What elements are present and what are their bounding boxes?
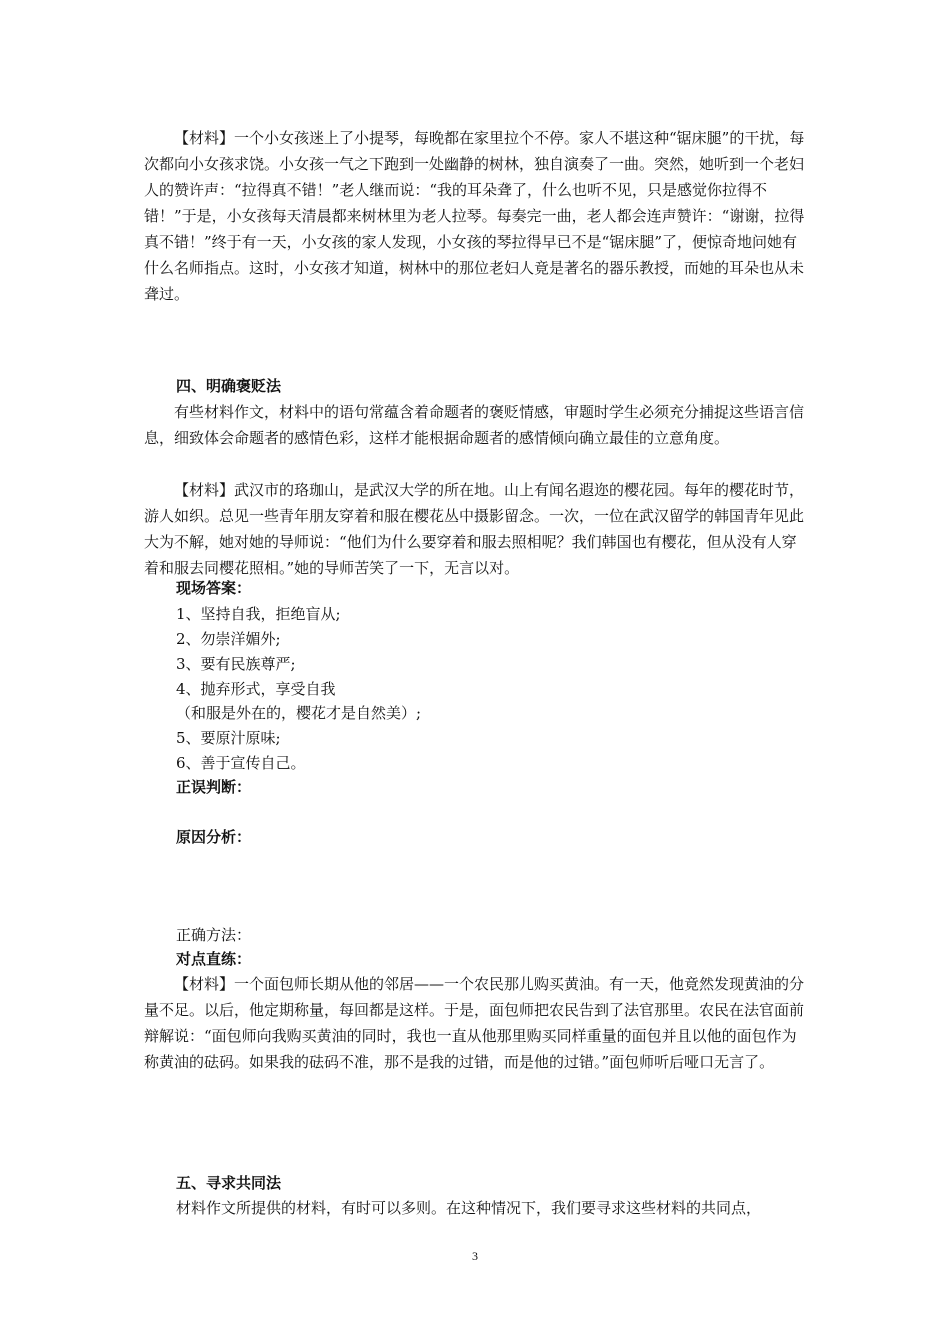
answer-item: 4、抛弃形式，享受自我 xyxy=(176,680,336,698)
reason-label: 原因分析： xyxy=(176,828,252,846)
section4-intro: 有些材料作文，材料中的语句常蕴含着命题者的褒贬情感，审题时学生必须充分捕捉这些语言信息，细致体会命题者的感情色彩，这样才能根据命题者的感情倾向确立最佳的立意角度。 xyxy=(144,403,805,447)
section-heading-4: 四、明确褒贬法 xyxy=(176,377,282,395)
answer-item: 3、要有民族尊严; xyxy=(176,655,296,673)
section-heading-5: 五、寻求共同法 xyxy=(176,1174,282,1192)
answer-item: 1、坚持自我，拒绝盲从; xyxy=(176,605,341,623)
answers-label: 现场答案： xyxy=(176,579,252,597)
material-paragraph-baker: 【材料】一个面包师长期从他的邻居——一个农民那儿购买黄油。有一天，他竟然发现黄油的分量不足。以后，他定期称量，每回都是这样。于是，面包师把农民告到了法官那里。农民在法官面前辩解说：“面包师向我购买黄油的同时，我也一直从他那里购买同样重量的面包并且以他的面包作为称黄油的砝码。如果我的砝码不准，那不是我的过错，而是他的过错。”面包师听后哑口无言了。 xyxy=(144,975,805,1071)
practice-label: 对点直练： xyxy=(176,950,252,968)
answer-item: 5、要原汁原味; xyxy=(176,729,281,747)
method-label: 正确方法： xyxy=(176,926,252,944)
judge-label: 正误判断： xyxy=(176,778,252,796)
material-paragraph-violin: 【材料】一个小女孩迷上了小提琴，每晚都在家里拉个不停。家人不堪这种“锯床腿”的干扰，每次都向小女孩求饶。小女孩一气之下跑到一处幽静的树林，独自演奏了一曲。突然，她听到一个老妇人的赞许声：“拉得真不错！”老人继而说：“我的耳朵聋了，什么也听不见，只是感觉你拉得不错！”于是，小女孩每天清晨都来树林里为老人拉琴。每奏完一曲，老人都会连声赞许：“谢谢，拉得真不错！”终于有一天，小女孩的家人发现，小女孩的琴拉得早已不是“锯床腿”了，便惊奇地问她有什么名师指点。这时，小女孩才知道，树林中的那位老妇人竟是著名的器乐教授，而她的耳朵也从未聋过。 xyxy=(144,129,805,303)
answer-item: 6、善于宣传自己。 xyxy=(176,754,306,772)
answer-item: 2、勿崇洋媚外; xyxy=(176,630,281,648)
material-paragraph-sakura: 【材料】武汉市的珞珈山，是武汉大学的所在地。山上有闻名遐迩的樱花园。每年的樱花时节，游人如织。总见一些青年朋友穿着和服在樱花丛中摄影留念。一次，一位在武汉留学的韩国青年见此大为不解，她对她的导师说：“他们为什么要穿着和服去照相呢？我们韩国也有樱花，但从没有人穿着和服去同樱花照相。”她的导师苦笑了一下，无言以对。 xyxy=(144,481,805,577)
page-number: 3 xyxy=(472,1249,478,1263)
answer-item: （和服是外在的，樱花才是自然美）; xyxy=(176,704,422,722)
section5-intro: 材料作文所提供的材料，有时可以多则。在这种情况下，我们要寻求这些材料的共同点， xyxy=(176,1199,762,1217)
